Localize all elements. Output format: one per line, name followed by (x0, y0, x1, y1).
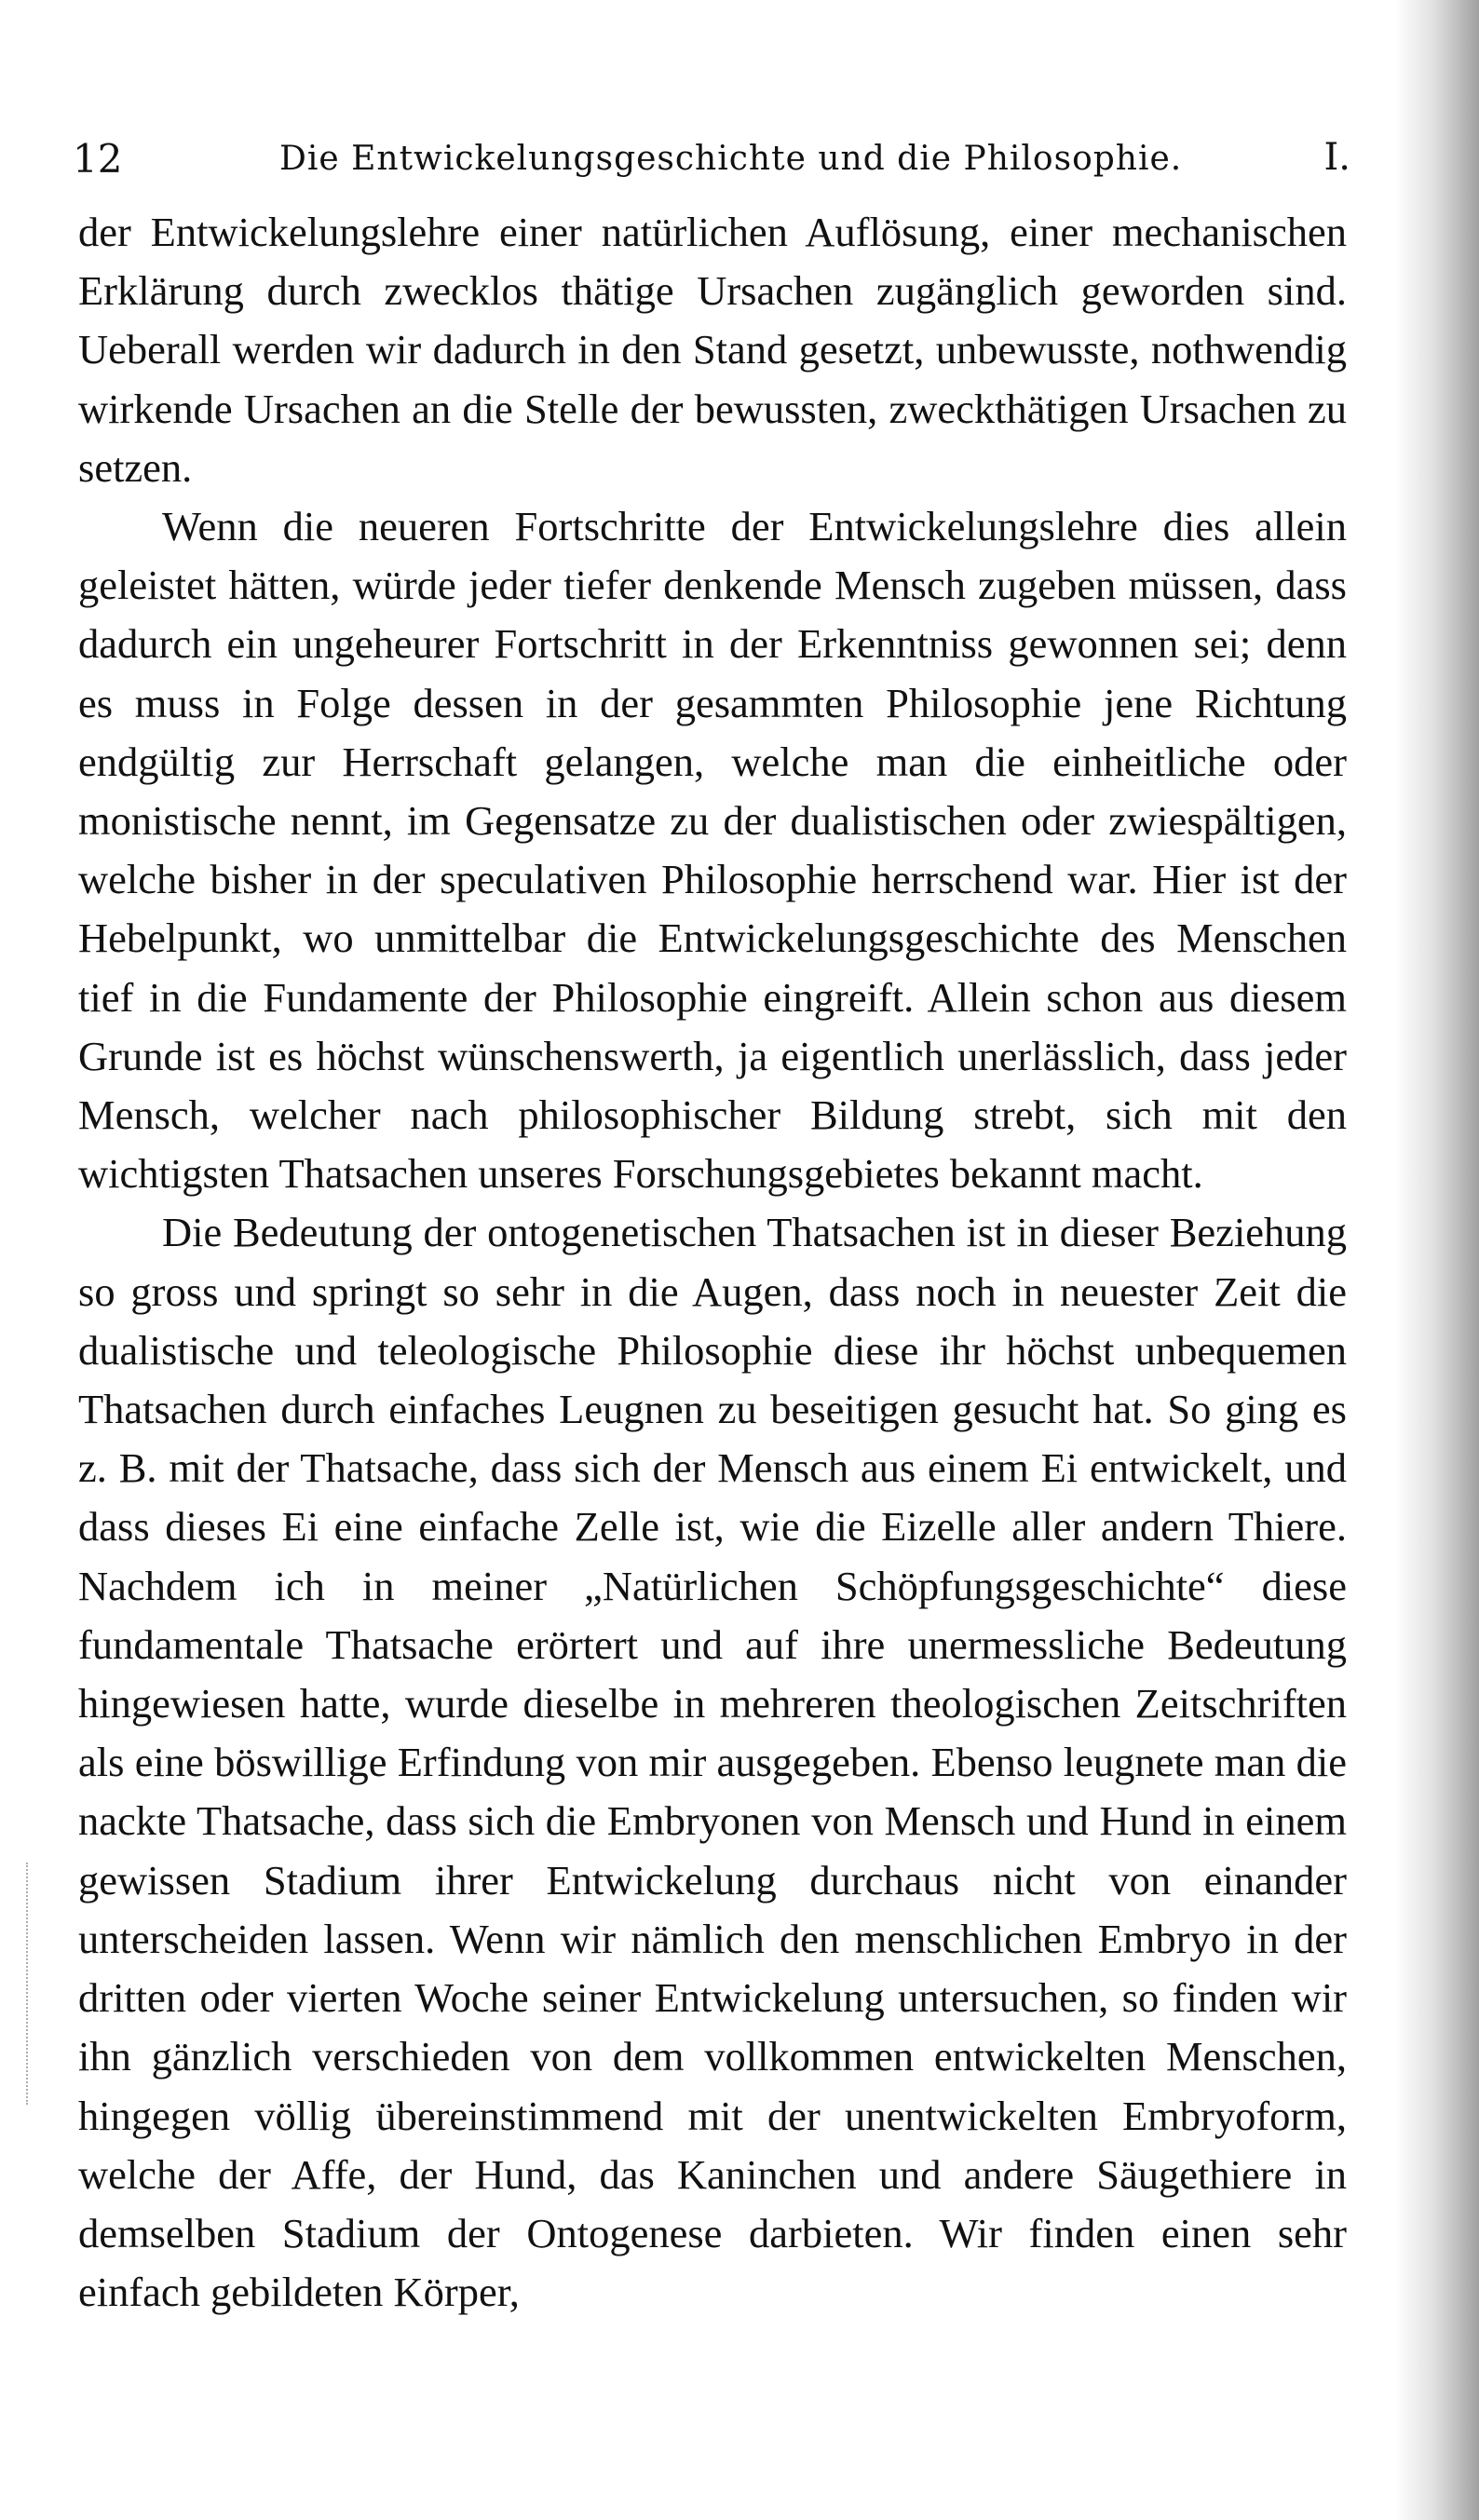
paragraph: der Entwickelungslehre einer natürlichen Auflösung, einer mechanischen Erklärung durch zwecklos thätige Ursachen zugänglich geworden sind. Ueberall werden wir dadurch in den Stand gesetzt, unbewusste, nothwendig wirkende Ursachen an die Stelle der bewussten, zweckthätigen Ursachen zu setzen. (78, 209, 1347, 491)
running-header (73, 136, 1367, 192)
paragraph: Wenn die neueren Fortschritte der Entwickelungslehre dies allein geleistet hätten, würde jeder tiefer denkende Mensch zugeben müssen, dass dadurch ein ungeheurer Fortschritt in der Erkenntniss gewonnen sei; denn es muss in Folge dessen in der gesammten Philosophie jene Richtung endgültig zur Herrschaft gelangen, welche man die einheitliche oder monistische nennt, im Gegensatze zu der dualistischen oder zwiespältigen, welche bisher in der speculativen Philosophie herrschend war. Hier ist der Hebelpunkt, wo unmittelbar die Entwickelungsgeschichte des Menschen tief in die Fundamente der Philosophie eingreift. Allein schon aus diesem Grunde ist es höchst wünschenswerth, ja eigentlich unerlässlich, dass jeder Mensch, welcher nach philosophischer Bildung strebt, sich mit den wichtigsten Thatsachen unseres Forschungsgebietes bekannt macht. (78, 503, 1347, 1198)
paragraph: Die Bedeutung der ontogenetischen Thatsachen ist in dieser Beziehung so gross und springt so sehr in die Augen, dass noch in neuester Zeit die dualistische und teleologische Philosophie diese ihr höchst unbequemen Thatsachen durch einfaches Leugnen zu beseitigen gesucht hat. So ging es z. B. mit der Thatsache, dass sich der Mensch aus einem Ei entwickelt, und dass dieses Ei eine einfache Zelle ist, wie die Eizelle aller andern Thiere. Nachdem ich in meiner „Natürlichen Schöpfungsgeschichte“ diese fundamentale Thatsache erörtert und auf ihre unermessliche Bedeutung hingewiesen hatte, wurde dieselbe in mehreren theologischen Zeitschriften als eine böswillige Erfindung von mir ausgegeben. Ebenso leugnete man die nackte Thatsache, dass sich die Embryonen von Mensch und Hund in einem gewissen Stadium ihrer Entwickelung durchaus nicht von einander unterscheiden lassen. Wenn wir nämlich den menschlichen Embryo in der dritten oder vierten Woche seiner Entwickelung untersuchen, so finden wir ihn gänzlich verschieden von dem vollkommen entwickelten Menschen, hingegen völlig übereinstimmend mit der unentwickelten Embryoform, welche der Affe, der Hund, das Kaninchen und andere Säugethiere in demselben Stadium der Ontogenese darbieten. Wir finden einen sehr einfach gebildeten Körper, (78, 1209, 1347, 2316)
running-title: Die Entwickelungsgeschichte und die Philosophie. (279, 140, 1183, 178)
page-number: 12 (73, 136, 123, 182)
page-edge-shadow (1395, 0, 1479, 2520)
chapter-number: I. (1323, 136, 1350, 179)
margin-marks (26, 1863, 31, 2105)
body-text (78, 203, 1347, 2322)
